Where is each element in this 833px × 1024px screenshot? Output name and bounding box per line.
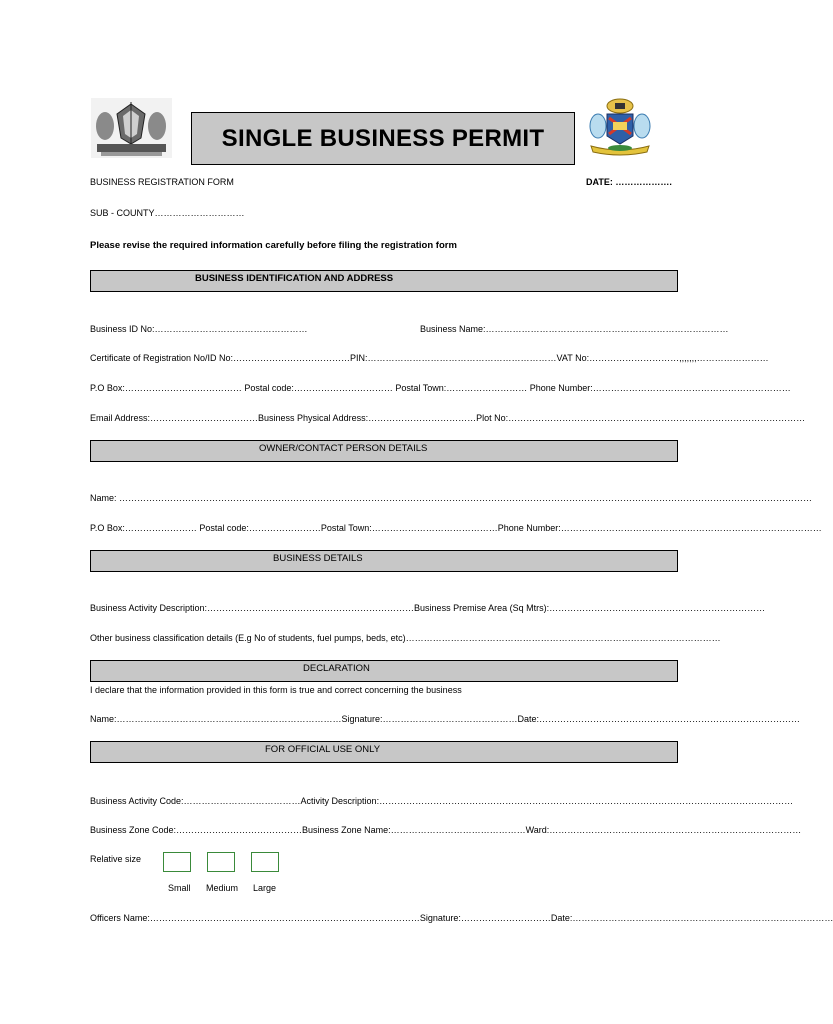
activity-code-row[interactable]: Business Activity Code:…………………………………Activity Description:…………………………………………………………………………………………………………………………: [90, 796, 794, 806]
section-official-title: FOR OFFICIAL USE ONLY: [265, 744, 381, 755]
size-medium-label: Medium: [206, 883, 239, 893]
section-identification-title: BUSINESS IDENTIFICATION AND ADDRESS: [195, 273, 394, 284]
owner-name-field[interactable]: Name: ……………………………………………………………………………………………………………………………………………………………………………………………………………: [90, 493, 813, 503]
size-small-checkbox[interactable]: [163, 852, 191, 872]
section-identification: [90, 270, 678, 292]
email-address-row[interactable]: Email Address:………………………………Business Physical Address:………………………………Plot No:………………………………………………………………………………………: [90, 413, 806, 423]
declaration-text: I declare that the information provided in this form is true and correct concerning the business: [90, 685, 462, 695]
size-large-label: Large: [253, 883, 277, 893]
section-business: [90, 550, 678, 572]
national-coat-of-arms-logo: [91, 98, 172, 158]
sub-county-field[interactable]: SUB - COUNTY…………………………: [90, 208, 245, 218]
declaration-name-signature-row[interactable]: Name:…………………………………………………………………Signature:………………………………………Date:……………………………………………………………………………: [90, 714, 801, 724]
business-name-field[interactable]: Business Name:………………………………………………………………………: [420, 324, 729, 334]
section-owner: [90, 440, 678, 462]
zone-code-row[interactable]: Business Zone Code:……………………………………Business Zone Name:………………………………………Ward:…………………………………………………………………………: [90, 825, 802, 835]
section-declaration: [90, 660, 678, 682]
section-official: [90, 741, 678, 763]
form-name: BUSINESS REGISTRATION FORM: [90, 177, 234, 187]
size-small-label: Small: [168, 883, 191, 893]
size-large-checkbox[interactable]: [251, 852, 279, 872]
other-classification-field[interactable]: Other business classification details (E.g No of students, fuel pumps, beds, etc)……………………………………………………………………………………………: [90, 633, 721, 643]
business-id-field[interactable]: Business ID No:……………………………………………: [90, 324, 308, 334]
size-medium-checkbox[interactable]: [207, 852, 235, 872]
business-activity-row[interactable]: Business Activity Description:……………………………………………………………Business Premise Area (Sq Mtrs):………………………………………………………………: [90, 603, 766, 613]
county-emblem-logo: [587, 96, 653, 158]
date-field[interactable]: DATE: ……………….: [586, 177, 672, 187]
officer-name-signature-row[interactable]: Officers Name:………………………………………………………………………………Signature:…………………………Date:……………………………………………………………………………: [90, 913, 833, 923]
relative-size-label: Relative size: [90, 854, 142, 864]
section-owner-title: OWNER/CONTACT PERSON DETAILS: [259, 443, 428, 454]
form-title: SINGLE BUSINESS PERMIT: [221, 124, 545, 152]
form-title-box: [191, 112, 575, 165]
certificate-pin-vat-row[interactable]: Certificate of Registration No/ID No:…………………………………PIN:………………………………………………………VAT No:…………………………,,,,,,,……………………: [90, 353, 769, 363]
instruction-text: Please revise the required information carefully before filing the registration form: [90, 240, 457, 251]
section-business-title: BUSINESS DETAILS: [273, 553, 363, 564]
owner-po-box-row[interactable]: P.O Box:…………………… Postal code:……………………Postal Town:……………………………………Phone Number:……………………………………………………………………………: [90, 523, 822, 533]
section-declaration-title: DECLARATION: [303, 663, 370, 674]
po-box-postal-row[interactable]: P.O Box:………………………………… Postal code:…………………………… Postal Town:……………………… Phone Number:…………………………………………………………: [90, 383, 791, 393]
